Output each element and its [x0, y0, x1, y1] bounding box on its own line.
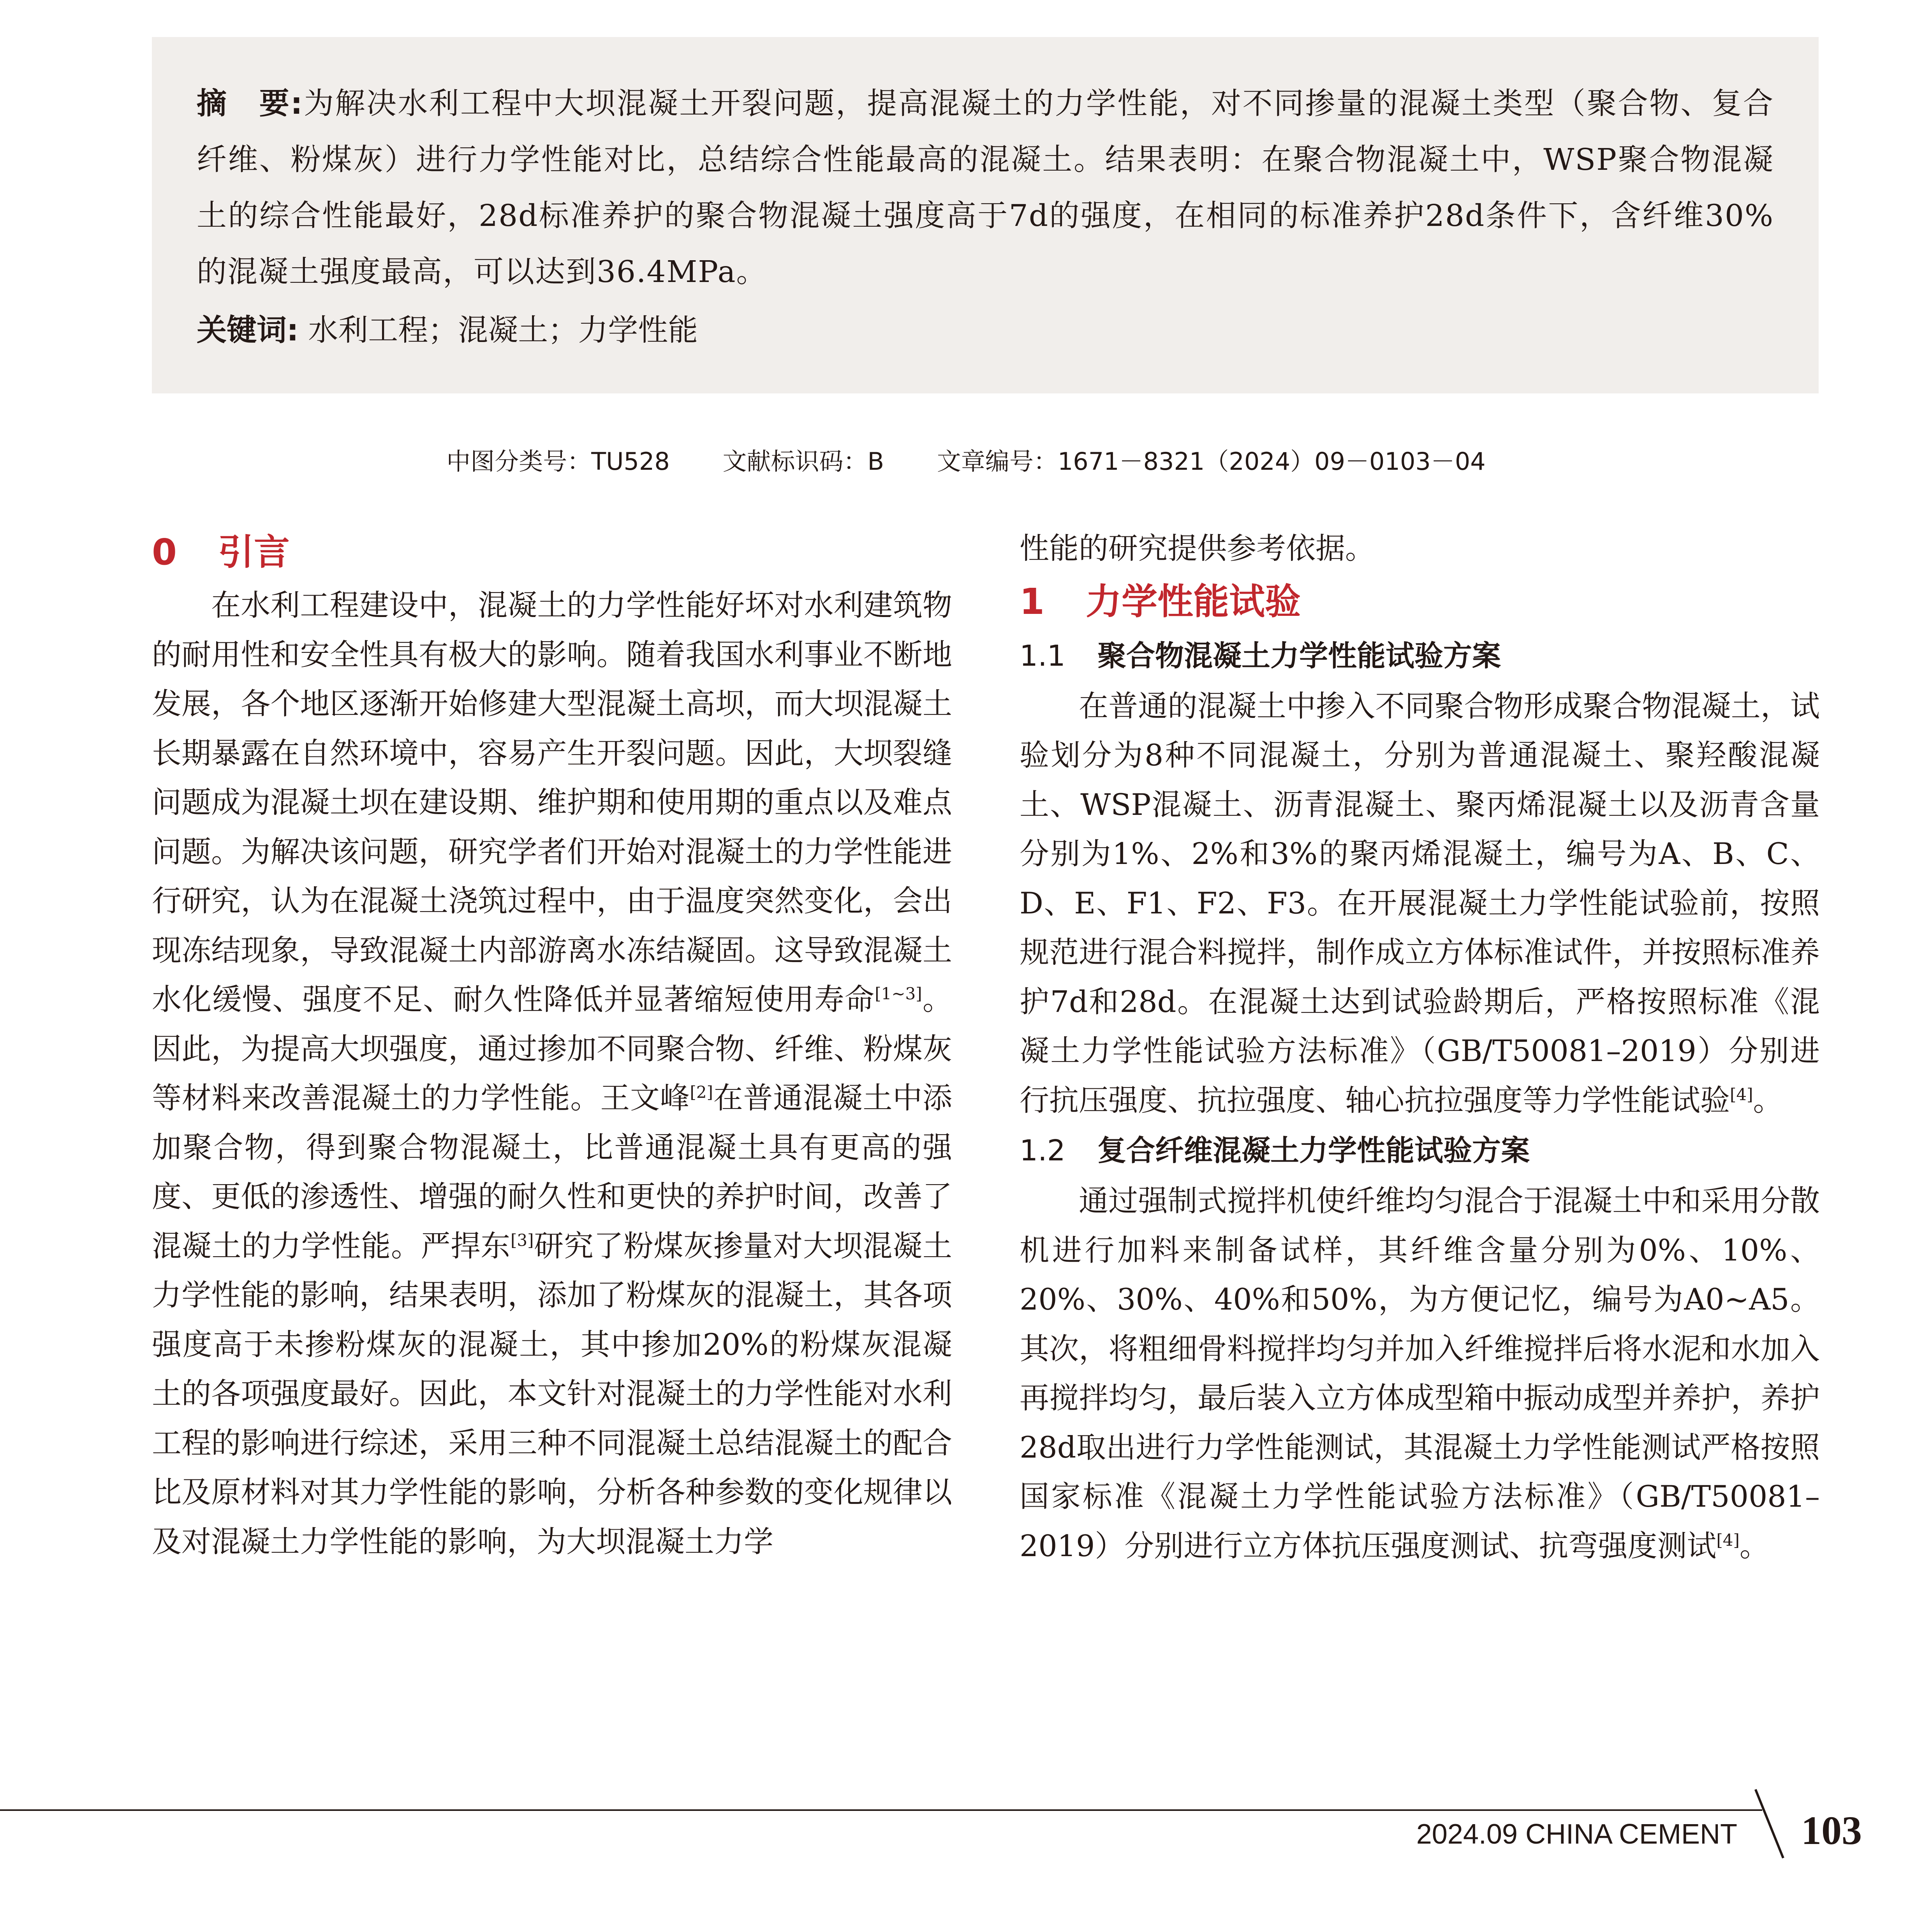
intro-text-2: 。因此，为提高大坝强度，通过掺加不同聚合物、纤维、粉煤灰等材料来改善混凝土的力学性能。王文峰 [152, 982, 952, 1115]
intro-text-1: 在水利工程建设中，混凝土的力学性能好坏对水利建筑物的耐用性和安全性具有极大的影响。随着我国水利事业不断地发展，各个地区逐渐开始修建大型混凝土高坝，而大坝混凝土长期暴露在自然环境中，容易产生开裂问题。因此，大坝裂缝问题成为混凝土坝在建设期、维护期和使用期的重点以及难点问题。为解决该问题，研究学者们开始对混凝土的力学性能进行研究，认为在混凝土浇筑过程中，由于温度突然变化，会出现冻结现象，导致混凝土内部游离水冻结凝固。这导致混凝土水化缓慢、强度不足、耐久性降低并显著缩短使用寿命 [152, 588, 952, 1017]
citation-4a[interactable]: [4] [1730, 1085, 1753, 1104]
left-column [152, 524, 952, 1566]
section-1-heading [1020, 573, 1820, 630]
clc-number: 中图分类号：TU528 [446, 447, 670, 476]
article-number: 文章编号：1671－8321（2024）09－0103－04 [937, 447, 1486, 476]
section-1-title: 力学性能试验 [1086, 580, 1301, 622]
page-number: 103 [1801, 1808, 1862, 1853]
intro-text-3: 在普通混凝土中添加聚合物，得到聚合物混凝土，比普通混凝土具有更高的强度、更低的渗透性、增强的耐久性和更快的养护时间，改善了混凝土的力学性能。严捍东 [152, 1081, 952, 1263]
section-0-heading [152, 524, 952, 581]
abstract-label: 摘 要: [197, 86, 303, 121]
section-1-1-heading [1020, 630, 1820, 682]
citation-2[interactable]: [2] [690, 1082, 713, 1102]
citation-4b[interactable]: [4] [1716, 1530, 1740, 1550]
intro-text-4: 研究了粉煤灰掺量对大坝混凝土力学性能的影响，结果表明，添加了粉煤灰的混凝土，其各项强度高于未掺粉煤灰的混凝土，其中掺加20%的粉煤灰混凝土的各项强度最好。因此，本文针对混凝土的力学性能对水利工程的影响进行综述，采用三种不同混凝土总结混凝土的配合比及原材料对其力学性能的影响，分析各种参数的变化规律以及对混凝土力学性能的影响，为大坝混凝土力学 [152, 1228, 952, 1559]
footer-slash [1754, 1789, 1784, 1858]
section-0-number: 0 [152, 531, 177, 573]
keywords-label: 关键词: [197, 313, 299, 348]
section-1-2-title: 复合纤维混凝土力学性能试验方案 [1097, 1134, 1530, 1167]
article-meta [0, 442, 1932, 477]
footer-rule [0, 1809, 1762, 1811]
section-1-1-paragraph [1020, 682, 1820, 1125]
section-1-1-end: 。 [1753, 1082, 1783, 1118]
footer-journal: 2024.09 CHINA CEMENT [1416, 1819, 1737, 1850]
document-code: 文献标识码：B [722, 447, 884, 476]
abstract-text: 为解决水利工程中大坝混凝土开裂问题，提高混凝土的力学性能，对不同掺量的混凝土类型（聚合物、复合纤维、粉煤灰）进行力学性能对比，总结综合性能最高的混凝土。结果表明：在聚合物混凝土中，WSP聚合物混凝土的综合性能最好，28d标准养护的聚合物混凝土强度高于7d的强度，在相同的标准养护28d条件下，含纤维30%的混凝土强度最高，可以达到36.4MPa。 [197, 86, 1774, 289]
intro-continuation: 性能的研究提供参考依据。 [1020, 531, 1375, 566]
section-1-1-title: 聚合物混凝土力学性能试验方案 [1097, 639, 1501, 673]
section-1-2-paragraph [1020, 1176, 1820, 1571]
section-1-1-text: 在普通的混凝土中掺入不同聚合物形成聚合物混凝土，试验划分为8种不同混凝土，分别为普通混凝土、聚羟酸混凝土、WSP混凝土、沥青混凝土、聚丙烯混凝土以及沥青含量分别为1%、2%和3%的聚丙烯混凝土，编号为A、B、C、D、E、F1、F2、F3。在开展混凝土力学性能试验前，按照规范进行混合料搅拌，制作成立方体标准试件，并按照标准养护7d和28d。在混凝土达到试验龄期后，严格按照标准《混凝土力学性能试验方法标准》（GB/T50081–2019）分别进行抗压强度、抗拉强度、轴心抗拉强度等力学性能试验 [1020, 688, 1820, 1118]
section-1-2-heading [1020, 1125, 1820, 1176]
abstract [197, 76, 1774, 300]
section-1-2-number: 1.2 [1020, 1134, 1066, 1167]
citation-1-3[interactable]: [1~3] [875, 984, 922, 1003]
section-1-2-end: 。 [1739, 1528, 1769, 1563]
keywords-text: 水利工程；混凝土；力学性能 [308, 313, 698, 348]
keywords [197, 303, 1774, 359]
section-1-number: 1 [1020, 580, 1045, 622]
abstract-box [152, 37, 1819, 393]
section-0-title: 引言 [218, 531, 290, 573]
right-column [1020, 524, 1820, 1571]
intro-paragraph [152, 581, 952, 1566]
section-1-2-text: 通过强制式搅拌机使纤维均匀混合于混凝土中和采用分散机进行加料来制备试样，其纤维含量分别为0%、10%、20%、30%、40%和50%，为方便记忆，编号为A0~A5。其次，将粗细骨料搅拌均匀并加入纤维搅拌后将水泥和水加入再搅拌均匀，最后装入立方体成型箱中振动成型并养护，养护28d取出进行力学性能测试，其混凝土力学性能测试严格按照国家标准《混凝土力学性能试验方法标准》（GB/T50081–2019）分别进行立方体抗压强度测试、抗弯强度测试 [1020, 1183, 1820, 1563]
section-1-1-number: 1.1 [1020, 639, 1066, 673]
citation-3[interactable]: [3] [511, 1231, 534, 1250]
